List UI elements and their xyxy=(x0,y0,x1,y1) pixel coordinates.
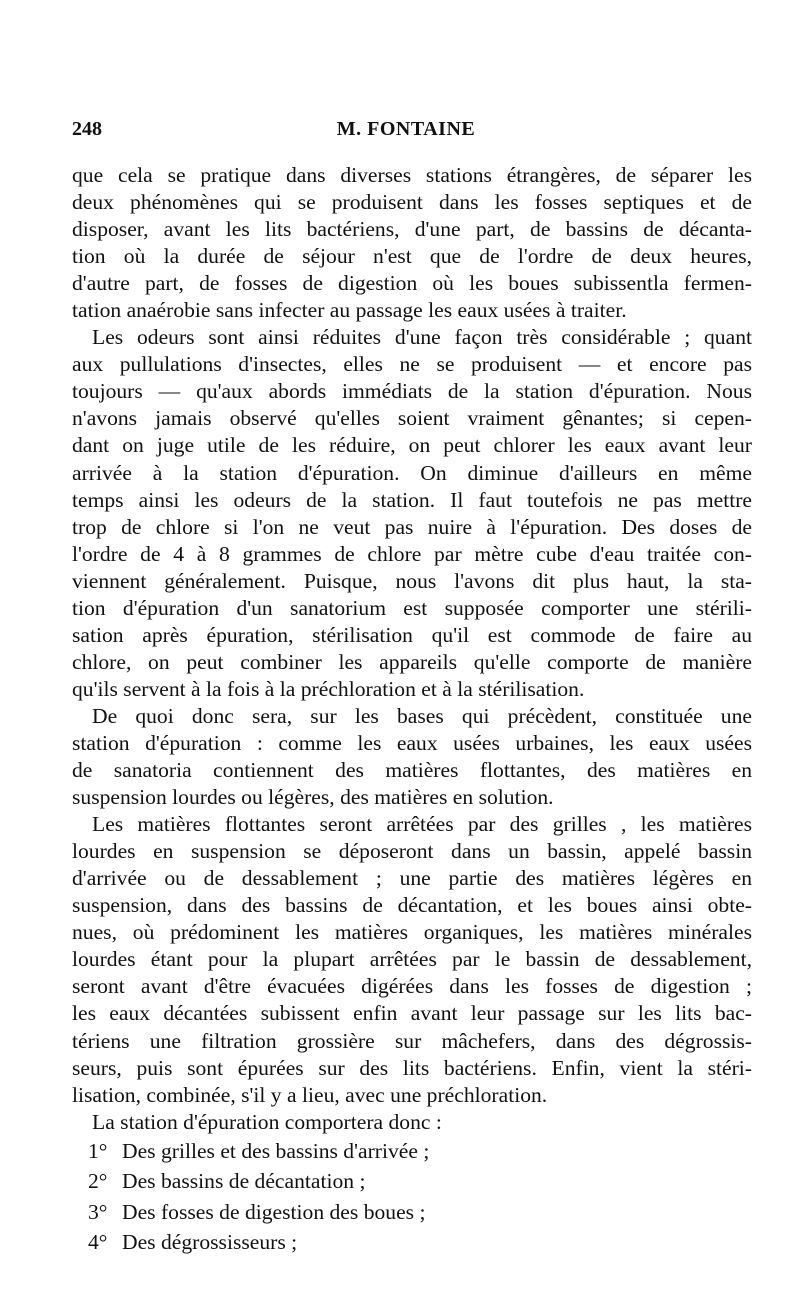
list-number: 1° xyxy=(88,1138,108,1163)
list-text: Des grilles et des bassins d'arrivée ; xyxy=(122,1138,430,1163)
list-item xyxy=(72,1166,752,1197)
text-line: que cela se pratique dans diverses stations étrangères, de séparer les xyxy=(72,163,752,187)
enumerated-list xyxy=(72,1136,752,1258)
text-line: l'ordre de 4 à 8 grammes de chlore par mètre cube d'eau traitée con- xyxy=(72,541,752,566)
text-line: seront avant d'être évacuées digérées dans les fosses de digestion ; xyxy=(72,974,752,999)
list-number: 2° xyxy=(88,1169,108,1194)
text-line: seurs, puis sont épurées sur des lits bactériens. Enfin, vient la stéri- xyxy=(72,1055,752,1080)
list-text: Des dégrossisseurs ; xyxy=(122,1230,298,1255)
list-number: 4° xyxy=(88,1230,108,1255)
text-line: lourdes en suspension se déposeront dans un bassin, appelé bassin xyxy=(72,839,752,864)
paragraph xyxy=(72,703,752,811)
text-line: sation après épuration, stérilisation qu'il est commode de faire au xyxy=(72,622,752,647)
text-line: chlore, on peut combiner les appareils qu'elle comporte de manière xyxy=(72,649,752,674)
text-line: La station d'épuration comportera donc : xyxy=(92,1109,442,1134)
text-line: tion où la durée de séjour n'est que de l'ordre de deux heures, xyxy=(72,244,752,269)
text-line: tation anaérobie sans infecter au passage les eaux usées à traiter. xyxy=(72,298,627,323)
text-line: de sanatoria contiennent des matières flottantes, des matières en xyxy=(72,758,752,783)
paragraph xyxy=(72,1109,752,1136)
list-item xyxy=(72,1227,752,1258)
list-item xyxy=(72,1197,752,1228)
text-line: d'arrivée ou de dessablement ; une partie des matières légères en xyxy=(72,866,752,891)
page-header xyxy=(72,118,740,148)
text-line: arrivée à la station d'épuration. On diminue d'ailleurs en même xyxy=(72,460,752,485)
list-item xyxy=(72,1136,752,1167)
text-line: De quoi donc sera, sur les bases qui précèdent, constituée une xyxy=(92,703,752,728)
text-line: deux phénomènes qui se produisent dans les fosses septiques et de xyxy=(72,190,752,215)
text-line: Les odeurs sont ainsi réduites d'une façon très considérable ; quant xyxy=(92,325,752,350)
text-line: toujours — qu'aux abords immédiats de la station d'épuration. Nous xyxy=(72,379,752,404)
text-line: tériens une filtration grossière sur mâchefers, dans des dégrossis- xyxy=(72,1028,752,1053)
body-text xyxy=(72,162,752,1258)
list-number: 3° xyxy=(88,1199,108,1224)
text-line: temps ainsi les odeurs de la station. Il faut toutefois ne pas mettre xyxy=(72,487,752,512)
text-line: station d'épuration : comme les eaux usées urbaines, les eaux usées xyxy=(72,730,752,755)
text-line: aux pullulations d'insectes, elles ne se produisent — et encore pas xyxy=(72,352,752,377)
text-line: lourdes étant pour la plupart arrêtées par le bassin de dessablement, xyxy=(72,947,752,972)
paragraph xyxy=(72,162,752,324)
text-line: qu'ils servent à la fois à la préchloration et à la stérilisation. xyxy=(72,676,585,701)
text-line: trop de chlore si l'on ne veut pas nuire à l'épuration. Des doses de xyxy=(72,514,752,539)
text-line: d'autre part, de fosses de digestion où les boues subissentla fermen- xyxy=(72,271,752,296)
list-text: Des bassins de décantation ; xyxy=(122,1169,366,1194)
text-line: les eaux décantées subissent enfin avant leur passage sur les lits bac- xyxy=(72,1001,752,1026)
text-line: nues, où prédominent les matières organiques, les matières minérales xyxy=(72,920,752,945)
text-line: lisation, combinée, s'il y a lieu, avec une préchloration. xyxy=(72,1082,548,1107)
list-text: Des fosses de digestion des boues ; xyxy=(122,1199,426,1224)
text-line: Les matières flottantes seront arrêtées par des grilles , les matières xyxy=(92,812,752,837)
text-line: suspension lourdes ou légères, des matières en solution. xyxy=(72,785,554,810)
paragraph xyxy=(72,811,752,1109)
text-line: suspension, dans des bassins de décantation, et les boues ainsi obte- xyxy=(72,893,752,918)
text-line: tion d'épuration d'un sanatorium est supposée comporter une stérili- xyxy=(72,595,752,620)
text-line: dant on juge utile de les réduire, on peut chlorer les eaux avant leur xyxy=(72,433,752,458)
running-head: M. FONTAINE xyxy=(336,118,476,140)
page-number: 248 xyxy=(72,118,102,140)
text-line: n'avons jamais observé qu'elles soient vraiment gênantes; si cepen- xyxy=(72,406,752,431)
paragraph xyxy=(72,324,752,703)
text-line: disposer, avant les lits bactériens, d'une part, de bassins de décanta- xyxy=(72,217,752,242)
text-line: viennent généralement. Puisque, nous l'avons dit plus haut, la sta- xyxy=(72,568,752,593)
